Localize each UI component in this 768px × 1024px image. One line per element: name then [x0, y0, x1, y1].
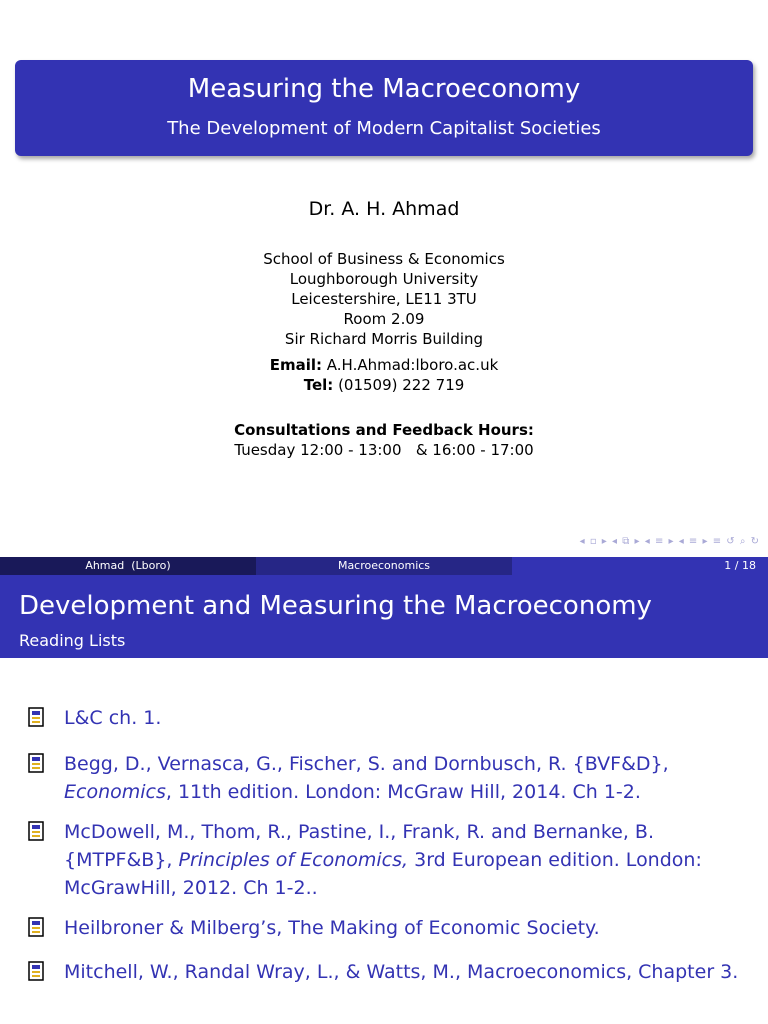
ref-text: Begg, D., Vernasca, G., Fischer, S. and Dornbusch, R. {BVF&D}, [64, 753, 669, 775]
title-box [15, 60, 753, 156]
slide2-header [0, 575, 768, 658]
ref-text: Heilbroner & Milberg’s, The Making of Economic Society. [64, 917, 600, 939]
institution-line: Loughborough University [289, 270, 479, 288]
presentation-title: Measuring the Macroeconomy [187, 74, 581, 104]
tel-label: Tel: [303, 376, 334, 394]
hours-value: Tuesday 12:00 - 13:00 & 16:00 - 17:00 [234, 441, 534, 459]
institution-line: Leicestershire, LE11 3TU [291, 290, 477, 308]
email-label: Email: [269, 356, 322, 374]
institution-line: Room 2.09 [343, 310, 425, 328]
book-icon [28, 821, 44, 841]
nav-frame-icon[interactable]: ◂ ▫ ▸ [579, 536, 608, 547]
nav-doc-icon[interactable]: ≡ [712, 536, 723, 547]
nav-search-icon[interactable]: ↺ ⌕ ↻ [726, 536, 760, 547]
ref-title: Economics [64, 781, 166, 803]
ref-text: L&C ch. 1. [64, 707, 162, 729]
nav-part-icon[interactable]: ◂ ≡ ▸ [678, 536, 709, 547]
footer-course: Macroeconomics [256, 557, 512, 575]
footer-bar [0, 557, 768, 575]
nav-subsection-icon[interactable]: ◂ ⧉ ▸ [612, 536, 641, 547]
ref-text: 3rd European edition. London: McGrawHill, 2012. Ch 1-2.. [64, 849, 702, 899]
slide2-title: Development and Measuring the Macroeconomy [19, 591, 652, 621]
ref-text: McDowell, M., Thom, R., Pastine, I., Frank, R. and Bernanke, B. {MTPF&B}, [64, 821, 654, 871]
book-icon [28, 917, 44, 937]
contact-block [0, 355, 768, 395]
ref-text: Mitchell, W., Randal Wray, L., & Watts, M., Macroeconomics, Chapter 3. [64, 961, 739, 983]
footer-page-number: 1 / 18 [512, 557, 768, 575]
footer-author: Ahmad (Lboro) [0, 557, 256, 575]
hours-label: Consultations and Feedback Hours: [234, 421, 534, 439]
ref-title: Principles of Economics, [178, 849, 409, 871]
institution-line: Sir Richard Morris Building [284, 330, 484, 348]
institution-block [0, 249, 768, 349]
email-line [0, 355, 768, 375]
nav-section-icon[interactable]: ◂ ≡ ▸ [644, 536, 675, 547]
tel-line [0, 375, 768, 395]
book-icon [28, 961, 44, 981]
book-icon [28, 753, 44, 773]
email-address[interactable]: A.H.Ahmad:lboro.ac.uk [326, 356, 499, 374]
hours-block [0, 420, 768, 460]
institution-line: School of Business & Economics [263, 250, 505, 268]
presentation-subtitle: The Development of Modern Capitalist Societies [167, 118, 601, 139]
ref-text: , 11th edition. London: McGraw Hill, 2014. Ch 1-2. [165, 781, 641, 803]
tel-number: (01509) 222 719 [338, 376, 465, 394]
beamer-navigation[interactable] [580, 536, 760, 547]
slide2-subtitle: Reading Lists [19, 631, 126, 650]
book-icon [28, 707, 44, 727]
author-name: Dr. A. H. Ahmad [308, 198, 460, 220]
